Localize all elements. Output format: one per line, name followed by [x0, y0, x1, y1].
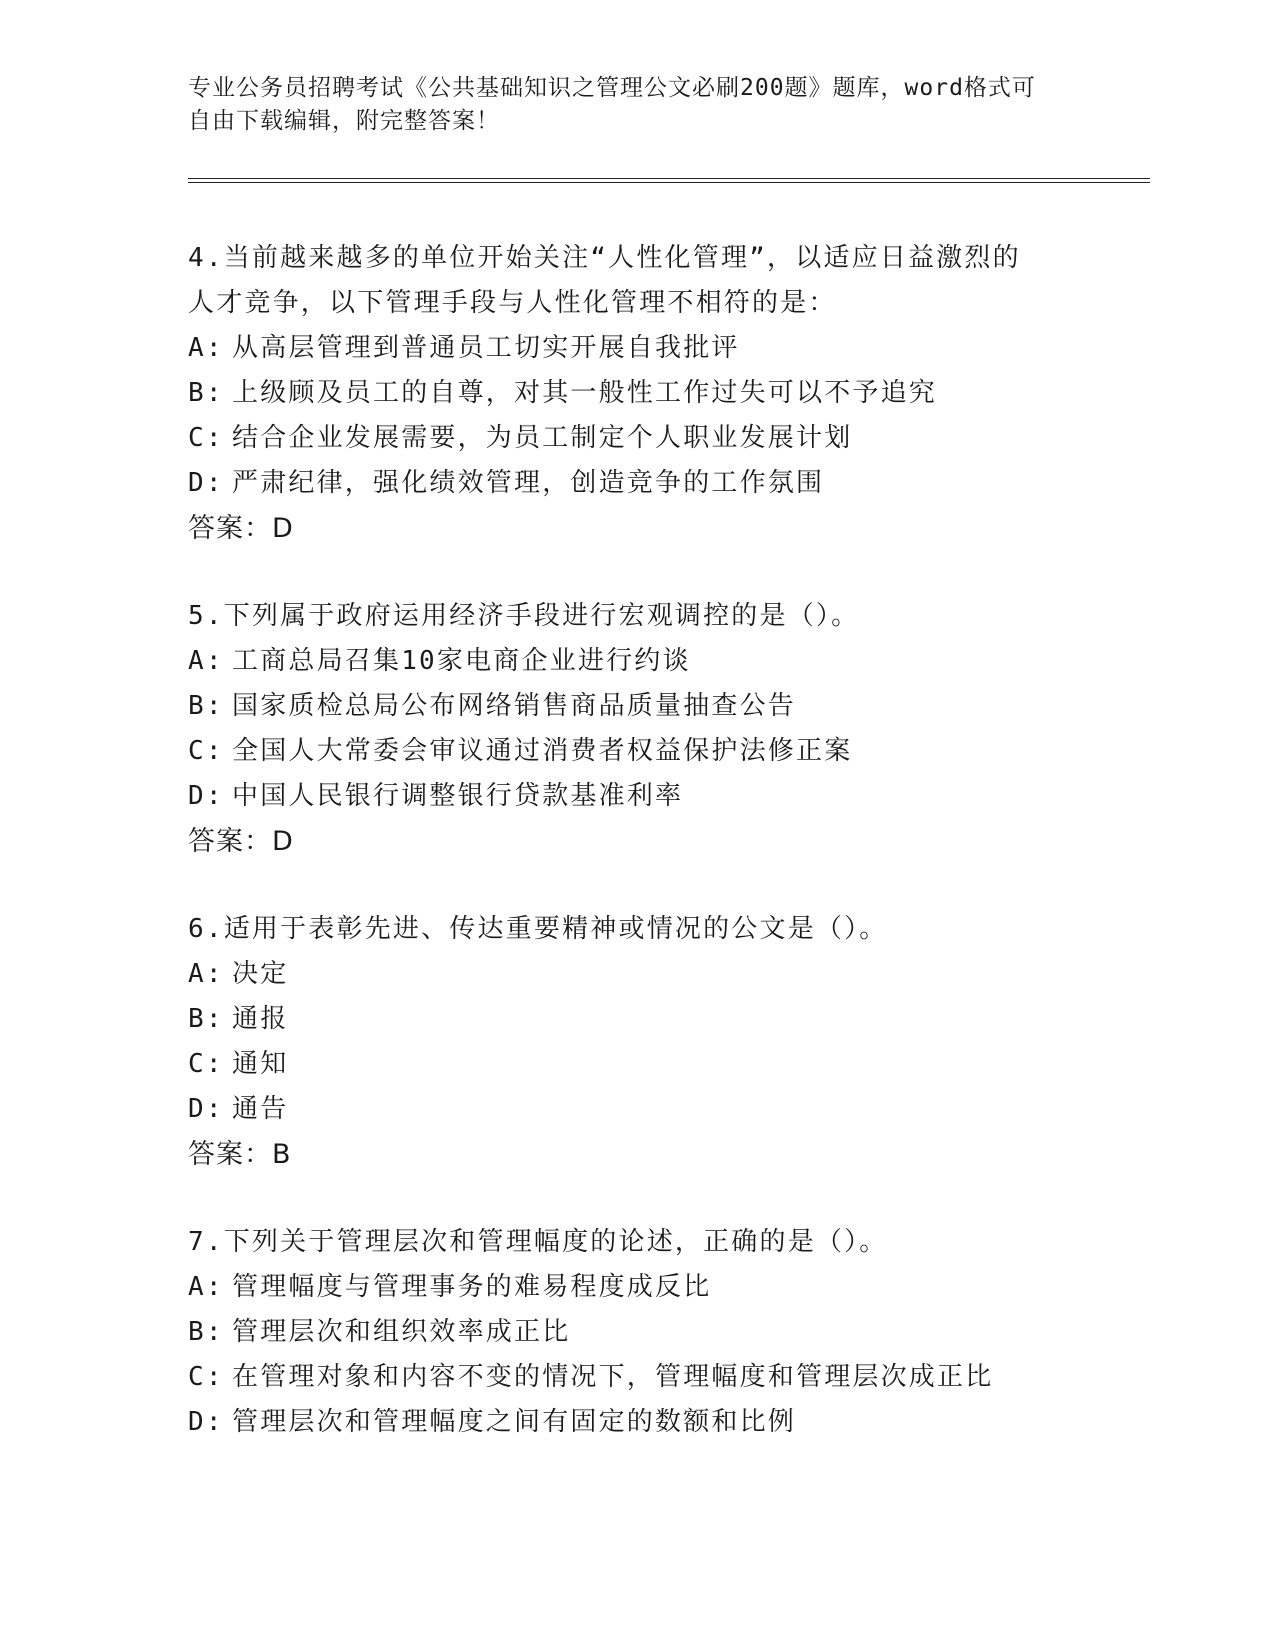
answer-option [188, 1355, 1148, 1400]
option-key: C: [188, 1362, 224, 1392]
option-text: 通报 [232, 1004, 289, 1034]
option-text: 工商总局召集10家电商企业进行约谈 [232, 646, 691, 676]
answer-option [188, 639, 1148, 684]
answer-label: 答案：D [188, 513, 294, 544]
option-key: D: [188, 1094, 224, 1124]
option-key: C: [188, 736, 224, 766]
option-key: B: [188, 378, 224, 408]
option-text: 全国人大常委会审议通过消费者权益保护法修正案 [232, 736, 853, 766]
answer-option [188, 1265, 1148, 1310]
option-key: B: [188, 1317, 224, 1347]
option-text: 管理幅度与管理事务的难易程度成反比 [232, 1272, 712, 1302]
question-stem: 5.下列属于政府运用经济手段进行宏观调控的是（）。 [188, 601, 860, 631]
question-stem: 人才竞争，以下管理手段与人性化管理不相符的是： [188, 288, 837, 318]
option-text: 管理层次和组织效率成正比 [232, 1317, 571, 1347]
answer-option [188, 729, 1148, 774]
option-key: A: [188, 959, 224, 989]
header-divider [188, 178, 1150, 183]
option-key: C: [188, 423, 224, 453]
answer-label: 答案：B [188, 1139, 292, 1170]
document-header [188, 72, 1088, 138]
option-key: D: [188, 1407, 224, 1437]
option-key: A: [188, 646, 224, 676]
answer-option [188, 1087, 1148, 1132]
option-text: 中国人民银行调整银行贷款基准利率 [232, 781, 684, 811]
answer-option [188, 684, 1148, 729]
answer-option [188, 997, 1148, 1042]
option-text: 管理层次和管理幅度之间有固定的数额和比例 [232, 1407, 797, 1437]
option-text: 结合企业发展需要，为员工制定个人职业发展计划 [232, 423, 853, 453]
answer-label: 答案：D [188, 826, 294, 857]
option-key: C: [188, 1049, 224, 1079]
answer-option [188, 1042, 1148, 1087]
option-text: 严肃纪律，强化绩效管理，创造竞争的工作氛围 [232, 468, 825, 498]
answer-option [188, 416, 1148, 461]
option-text: 决定 [232, 959, 289, 989]
question-stem: 6.适用于表彰先进、传达重要精神或情况的公文是（）。 [188, 914, 888, 944]
option-key: B: [188, 1004, 224, 1034]
option-key: A: [188, 333, 224, 363]
option-text: 在管理对象和内容不变的情况下，管理幅度和管理层次成正比 [232, 1362, 994, 1392]
option-text: 国家质检总局公布网络销售商品质量抽查公告 [232, 691, 797, 721]
option-text: 通知 [232, 1049, 289, 1079]
answer-option [188, 1400, 1148, 1445]
question-stem: 4.当前越来越多的单位开始关注“人性化管理”，以适应日益激烈的 [188, 243, 1021, 273]
header-line-2: 自由下载编辑，附完整答案！ [188, 108, 500, 134]
answer-option [188, 326, 1148, 371]
option-text: 上级顾及员工的自尊，对其一般性工作过失可以不予追究 [232, 378, 938, 408]
question-block [188, 594, 1148, 864]
option-text: 通告 [232, 1094, 289, 1124]
header-line-1: 专业公务员招聘考试《公共基础知识之管理公文必刷200题》题库，word格式可 [188, 75, 1036, 101]
question-block [188, 236, 1148, 551]
question-block [188, 907, 1148, 1177]
answer-option [188, 1310, 1148, 1355]
answer-option [188, 774, 1148, 819]
option-key: D: [188, 468, 224, 498]
option-key: A: [188, 1272, 224, 1302]
option-text: 从高层管理到普通员工切实开展自我批评 [232, 333, 740, 363]
answer-option [188, 952, 1148, 997]
answer-option [188, 371, 1148, 416]
option-key: D: [188, 781, 224, 811]
option-key: B: [188, 691, 224, 721]
question-stem: 7.下列关于管理层次和管理幅度的论述，正确的是（）。 [188, 1227, 888, 1257]
answer-option [188, 461, 1148, 506]
question-list [188, 236, 1148, 1488]
question-block [188, 1220, 1148, 1445]
